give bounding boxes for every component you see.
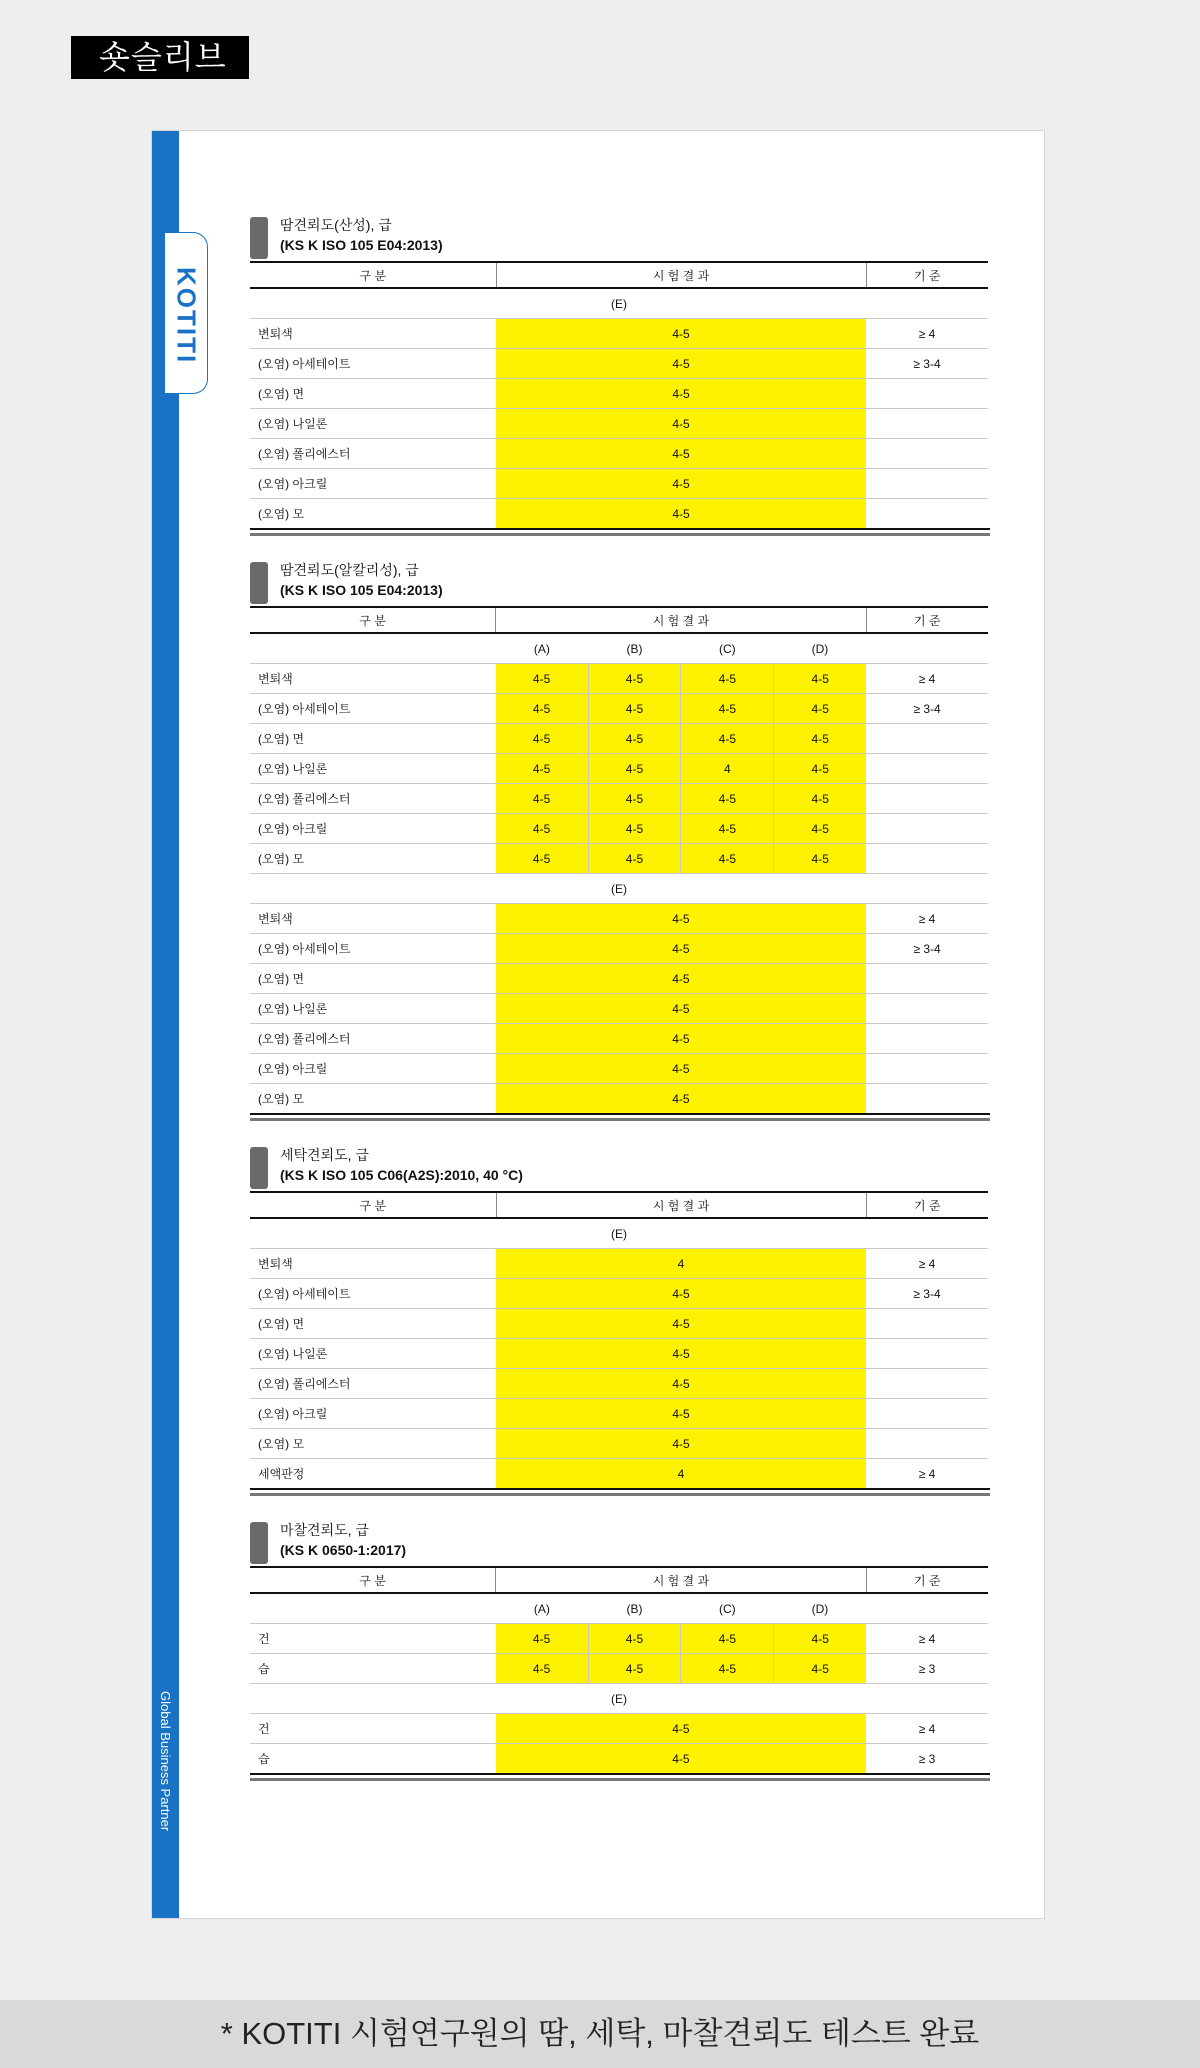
row-label: (오염) 모 <box>258 507 305 521</box>
footer-text: * KOTITI 시험연구원의 땀, 세탁, 마찰견뢰도 테스트 완료 <box>220 2016 980 2051</box>
results-table <box>250 1566 988 1774</box>
result-value: 4-5 <box>496 379 866 409</box>
row-label: (오염) 면 <box>258 1317 305 1331</box>
result-value: 4-5 <box>774 664 866 694</box>
result-value: 4-5 <box>774 1624 866 1654</box>
standard-value <box>866 1084 988 1114</box>
row-label: (오염) 아크릴 <box>258 477 328 491</box>
result-value: 4-5 <box>496 784 588 814</box>
header-results: 시 험 결 과 <box>652 613 710 628</box>
row-label: 습 <box>258 1752 270 1766</box>
report-content <box>250 211 990 1803</box>
sub-column-label: (C) <box>718 641 736 656</box>
row-label: (오염) 나일론 <box>258 1002 328 1016</box>
results-table <box>250 1191 988 1489</box>
table-row <box>250 1339 988 1369</box>
result-value: 4-5 <box>496 499 866 529</box>
table-row <box>250 1309 988 1339</box>
table-row <box>250 1429 988 1459</box>
standard-value <box>866 1399 988 1429</box>
sub-header-row <box>250 1593 988 1624</box>
test-section <box>250 213 990 540</box>
section-divider <box>250 1493 990 1500</box>
table-row <box>250 319 988 349</box>
result-value: 4-5 <box>496 469 866 499</box>
sub-header-row <box>250 1218 988 1249</box>
table-row <box>250 934 988 964</box>
table-row <box>250 1714 988 1744</box>
result-value: 4-5 <box>681 844 774 874</box>
table-row <box>250 844 988 874</box>
result-value: 4-5 <box>496 1429 866 1459</box>
section-divider <box>250 1118 990 1125</box>
result-value: 4-5 <box>774 1654 866 1684</box>
header-standard: 기 준 <box>866 1567 988 1593</box>
standard-value: ≥ 3-4 <box>913 356 941 371</box>
standard-value: ≥ 3 <box>918 1661 936 1676</box>
result-value: 4-5 <box>588 1654 681 1684</box>
sub-header-row <box>250 633 988 664</box>
standard-value: ≥ 3 <box>918 1751 936 1766</box>
result-value: 4 <box>681 754 774 784</box>
header-results: 시 험 결 과 <box>652 1198 710 1213</box>
result-value: 4-5 <box>496 934 867 964</box>
header-category: 구 분 <box>250 607 496 633</box>
sub-column-label: (E) <box>611 1691 627 1706</box>
result-value: 4-5 <box>588 814 681 844</box>
row-label: (오염) 아세테이트 <box>258 942 351 956</box>
table-row <box>250 814 988 844</box>
header-results: 시 험 결 과 <box>652 1573 710 1588</box>
result-value: 4-5 <box>496 964 867 994</box>
result-value: 4-5 <box>496 439 866 469</box>
standard-value <box>866 1369 988 1399</box>
row-label: (오염) 폴리에스터 <box>258 447 351 461</box>
table-row <box>250 724 988 754</box>
table-row <box>250 439 988 469</box>
result-value: 4-5 <box>496 1369 866 1399</box>
result-value: 4-5 <box>774 814 866 844</box>
section-title-text: 땀견뢰도(산성), 급 <box>280 217 392 233</box>
standard-value: ≥ 4 <box>918 1466 936 1481</box>
row-label: 세액판정 <box>258 1467 305 1481</box>
result-value: 4-5 <box>681 784 774 814</box>
standard-value <box>866 994 988 1024</box>
result-value: 4-5 <box>774 784 866 814</box>
table-row <box>250 994 988 1024</box>
kotiti-logo: KOTITI <box>171 267 202 365</box>
section-title <box>280 560 443 600</box>
table-header-row <box>250 1192 988 1218</box>
section-marker <box>250 1147 268 1189</box>
table-row <box>250 469 988 499</box>
table-row <box>250 1399 988 1429</box>
header-category: 구 분 <box>250 1567 496 1593</box>
result-value: 4-5 <box>496 1054 867 1084</box>
section-header <box>250 1143 990 1191</box>
standard-value: ≥ 3-4 <box>913 701 941 716</box>
standard-value <box>866 499 988 529</box>
test-section <box>250 1518 990 1785</box>
side-slogan: Global Business Partner <box>158 1690 173 1832</box>
result-value: 4-5 <box>681 1624 774 1654</box>
standard-value <box>866 469 988 499</box>
row-label: 변퇴색 <box>258 1257 293 1271</box>
result-value: 4-5 <box>681 1654 774 1684</box>
row-label: (오염) 폴리에스터 <box>258 1032 351 1046</box>
test-section <box>250 558 990 1125</box>
section-title <box>280 1145 523 1185</box>
table-row <box>250 1249 988 1279</box>
row-label: (오염) 아세테이트 <box>258 357 351 371</box>
result-value: 4-5 <box>496 409 866 439</box>
row-label: 건 <box>258 1632 270 1646</box>
section-header <box>250 558 990 606</box>
result-value: 4-5 <box>496 1084 867 1114</box>
row-label: (오염) 모 <box>258 1437 305 1451</box>
table-row <box>250 1654 988 1684</box>
result-value: 4-5 <box>496 319 866 349</box>
result-value: 4-5 <box>588 754 681 784</box>
sub-header-row <box>250 874 988 904</box>
header-standard: 기 준 <box>866 1192 988 1218</box>
result-value: 4-5 <box>496 1024 867 1054</box>
row-label: (오염) 나일론 <box>258 1347 328 1361</box>
result-value: 4-5 <box>588 664 681 694</box>
result-value: 4-5 <box>588 844 681 874</box>
standard-value <box>866 1024 988 1054</box>
result-value: 4-5 <box>496 1744 867 1774</box>
section-title-text: 세탁견뢰도, 급 <box>280 1147 369 1163</box>
row-label: (오염) 아세테이트 <box>258 702 351 716</box>
standard-value: ≥ 4 <box>918 1721 936 1736</box>
standard-value <box>866 814 988 844</box>
result-value: 4 <box>496 1249 866 1279</box>
section-title <box>280 1520 406 1560</box>
results-table <box>250 606 988 1114</box>
test-section <box>250 1143 990 1500</box>
section-divider <box>250 533 990 540</box>
section-title-text: 마찰견뢰도, 급 <box>280 1522 369 1538</box>
row-label: (오염) 아크릴 <box>258 1407 328 1421</box>
standard-value: ≥ 3-4 <box>913 941 941 956</box>
result-value: 4-5 <box>496 349 866 379</box>
test-report-sheet <box>151 130 1045 1919</box>
standard-value <box>866 784 988 814</box>
result-value: 4-5 <box>496 1309 866 1339</box>
standard-value: ≥ 4 <box>918 1256 936 1271</box>
standard-value <box>866 754 988 784</box>
section-header <box>250 213 990 261</box>
row-label: 건 <box>258 1722 270 1736</box>
row-label: (오염) 모 <box>258 1092 305 1106</box>
section-standard: (KS K ISO 105 E04:2013) <box>280 582 443 598</box>
standard-value: ≥ 4 <box>918 911 936 926</box>
result-value: 4-5 <box>588 694 681 724</box>
standard-value <box>866 1054 988 1084</box>
result-value: 4-5 <box>588 784 681 814</box>
table-row <box>250 754 988 784</box>
table-row <box>250 499 988 529</box>
table-row <box>250 784 988 814</box>
table-header-row <box>250 262 988 288</box>
result-value: 4-5 <box>681 694 774 724</box>
row-label: (오염) 면 <box>258 972 305 986</box>
sub-column-label: (A) <box>533 641 550 656</box>
result-value: 4-5 <box>774 694 866 724</box>
result-value: 4-5 <box>496 1654 588 1684</box>
standard-value <box>866 409 988 439</box>
sub-column-label: (A) <box>533 1601 550 1616</box>
result-value: 4-5 <box>496 814 588 844</box>
standard-value <box>866 1309 988 1339</box>
table-row <box>250 1024 988 1054</box>
result-value: 4-5 <box>774 844 866 874</box>
table-row <box>250 904 988 934</box>
standard-value: ≥ 4 <box>918 326 936 341</box>
section-marker <box>250 1522 268 1564</box>
section-standard: (KS K 0650-1:2017) <box>280 1542 407 1558</box>
sub-header-row <box>250 288 988 319</box>
result-value: 4-5 <box>588 724 681 754</box>
standard-value <box>866 724 988 754</box>
result-value: 4-5 <box>496 1624 588 1654</box>
table-row <box>250 1279 988 1309</box>
table-row <box>250 694 988 724</box>
standard-value <box>866 379 988 409</box>
sub-column-label: (B) <box>626 641 643 656</box>
row-label: (오염) 아크릴 <box>258 1062 328 1076</box>
section-divider <box>250 1778 990 1785</box>
sub-column-label: (E) <box>611 1226 627 1241</box>
result-value: 4-5 <box>496 994 867 1024</box>
result-value: 4-5 <box>496 844 588 874</box>
result-value: 4 <box>496 1459 866 1489</box>
sub-column-label: (B) <box>626 1601 643 1616</box>
row-label: (오염) 폴리에스터 <box>258 1377 351 1391</box>
table-row <box>250 349 988 379</box>
row-label: (오염) 나일론 <box>258 417 328 431</box>
table-row <box>250 409 988 439</box>
section-marker <box>250 217 268 259</box>
section-standard: (KS K ISO 105 E04:2013) <box>280 237 443 253</box>
result-value: 4-5 <box>774 724 866 754</box>
section-standard: (KS K ISO 105 C06(A2S):2010, 40 °C) <box>280 1167 523 1183</box>
table-row <box>250 1744 988 1774</box>
standard-value <box>866 964 988 994</box>
table-row <box>250 1084 988 1114</box>
sub-column-label: (E) <box>611 881 627 896</box>
row-label: 변퇴색 <box>258 912 293 926</box>
standard-value: ≥ 4 <box>918 1631 936 1646</box>
result-value: 4-5 <box>496 1279 866 1309</box>
row-label: (오염) 폴리에스터 <box>258 792 351 806</box>
result-value: 4-5 <box>774 754 866 784</box>
standard-value: ≥ 3-4 <box>913 1286 941 1301</box>
section-header <box>250 1518 990 1566</box>
sub-column-label: (C) <box>718 1601 736 1616</box>
result-value: 4-5 <box>496 904 867 934</box>
result-value: 4-5 <box>496 1339 866 1369</box>
row-label: 변퇴색 <box>258 327 293 341</box>
row-label: (오염) 면 <box>258 387 305 401</box>
row-label: (오염) 면 <box>258 732 305 746</box>
table-row <box>250 964 988 994</box>
result-value: 4-5 <box>681 724 774 754</box>
sub-column-label: (D) <box>811 1601 829 1616</box>
header-category: 구 분 <box>250 262 496 288</box>
standard-value <box>866 844 988 874</box>
sub-column-label: (D) <box>811 641 829 656</box>
result-value: 4-5 <box>681 814 774 844</box>
standard-value <box>866 1429 988 1459</box>
header-standard: 기 준 <box>866 607 988 633</box>
section-marker <box>250 562 268 604</box>
header-category: 구 분 <box>250 1192 496 1218</box>
result-value: 4-5 <box>496 724 588 754</box>
result-value: 4-5 <box>496 1399 866 1429</box>
standard-value: ≥ 4 <box>918 671 936 686</box>
table-header-row <box>250 1567 988 1593</box>
footer-note <box>0 2000 1200 2068</box>
table-row <box>250 379 988 409</box>
table-row <box>250 664 988 694</box>
page-title: 숏슬리브 <box>71 36 249 79</box>
standard-value <box>866 439 988 469</box>
table-header-row <box>250 607 988 633</box>
section-title-text: 땀견뢰도(알칼리성), 급 <box>280 562 419 578</box>
result-value: 4-5 <box>496 1714 867 1744</box>
table-row <box>250 1459 988 1489</box>
header-results: 시 험 결 과 <box>652 268 710 283</box>
sub-header-row <box>250 1684 988 1714</box>
standard-value <box>866 1339 988 1369</box>
section-title <box>280 215 443 255</box>
table-row <box>250 1624 988 1654</box>
result-value: 4-5 <box>496 664 588 694</box>
results-table <box>250 261 988 529</box>
row-label: (오염) 아크릴 <box>258 822 328 836</box>
table-row <box>250 1054 988 1084</box>
row-label: (오염) 나일론 <box>258 762 328 776</box>
sub-column-label: (E) <box>611 296 627 311</box>
row-label: 습 <box>258 1662 270 1676</box>
row-label: 변퇴색 <box>258 672 293 686</box>
result-value: 4-5 <box>496 754 588 784</box>
result-value: 4-5 <box>588 1624 681 1654</box>
result-value: 4-5 <box>681 664 774 694</box>
table-row <box>250 1369 988 1399</box>
header-standard: 기 준 <box>866 262 988 288</box>
row-label: (오염) 모 <box>258 852 305 866</box>
brand-side-bar <box>152 131 179 1918</box>
row-label: (오염) 아세테이트 <box>258 1287 351 1301</box>
result-value: 4-5 <box>496 694 588 724</box>
